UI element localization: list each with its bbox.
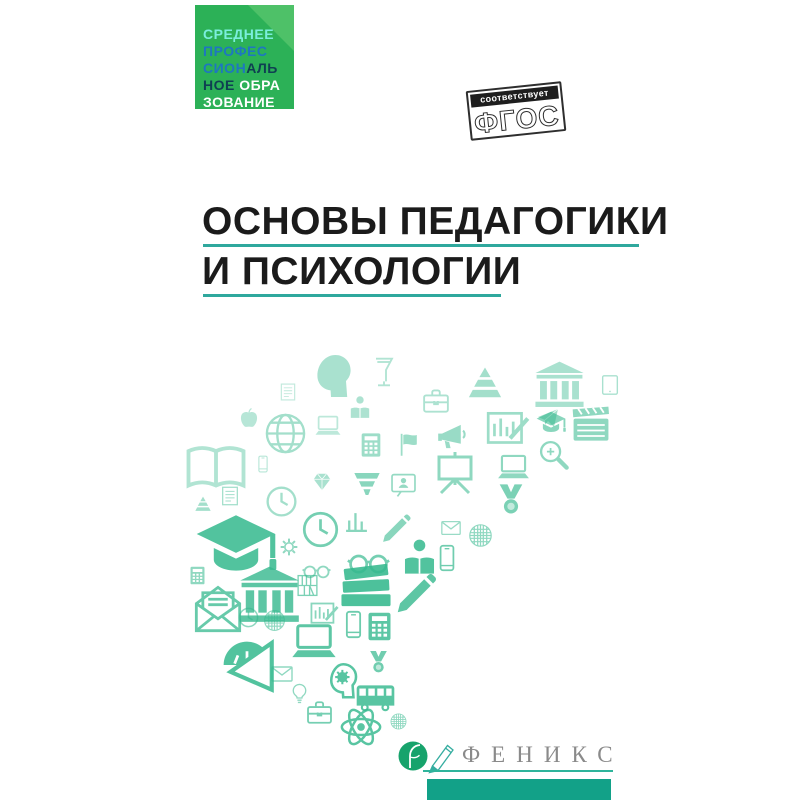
person-reading-icon: [405, 540, 434, 574]
head-gear-icon: [331, 664, 356, 697]
footer-color-bar: [427, 779, 611, 800]
phone-icon: [441, 546, 454, 571]
grid-globe-icon: [265, 611, 285, 631]
phone-icon: [347, 612, 360, 637]
pencil-icon: [383, 514, 410, 541]
chart-bars-icon: [346, 513, 367, 531]
book-title: [202, 200, 669, 300]
megaphone-icon: [438, 425, 464, 448]
envelope-open-icon: [196, 587, 239, 630]
grad-cap-icon: [197, 515, 277, 570]
grid-globe-icon: [470, 525, 491, 546]
badge-line-2: ПРОФЕС: [203, 43, 268, 59]
ruler-set-icon: [224, 642, 272, 690]
series-badge: [195, 5, 294, 109]
clock-icon: [239, 608, 257, 626]
envelope-icon: [272, 667, 292, 681]
phoenix-circle-icon: [399, 742, 428, 771]
note-icon: [223, 487, 238, 504]
series-badge-text: [203, 26, 280, 111]
funnel-icon: [354, 473, 379, 495]
pencil-logo-icon: [430, 746, 454, 773]
pencil-icon: [398, 574, 436, 612]
bus-icon: [357, 685, 395, 711]
title-line-2: И ПСИХОЛОГИИ: [202, 250, 522, 293]
glasses-icon: [348, 556, 389, 572]
globe-icon: [267, 415, 304, 452]
books-stack-icon: [341, 564, 390, 606]
note-icon: [281, 384, 294, 400]
bookshelf-icon: [298, 576, 317, 596]
magnifier-icon: [541, 442, 567, 468]
badge-line-3: СИОНАЛЬ: [203, 60, 278, 76]
medal-icon: [370, 651, 387, 672]
briefcase-icon: [308, 702, 331, 723]
laptop-icon: [316, 417, 341, 435]
chart-frame-icon: [488, 413, 528, 442]
grid-globe-icon: [391, 714, 406, 729]
apple-icon: [241, 409, 257, 427]
stamp-caption: соответствует: [470, 86, 559, 108]
book-open-icon: [189, 448, 244, 485]
head-icon: [317, 355, 350, 397]
clapper-icon: [573, 407, 609, 441]
glasses-icon: [303, 566, 331, 577]
flag-icon: [402, 434, 417, 456]
briefcase-icon: [424, 390, 448, 411]
publisher-name: ФЕНИКС: [462, 742, 624, 767]
plane-icon: [538, 409, 558, 427]
laptop-icon: [292, 626, 335, 657]
gear-icon: [281, 539, 298, 556]
phone-icon: [259, 456, 267, 472]
building-icon: [240, 567, 299, 622]
tablet-icon: [603, 376, 618, 394]
title-underline-2: [203, 294, 501, 297]
badge-line-1: СРЕДНЕЕ: [203, 26, 275, 42]
phoenix-logo-mark: [396, 736, 460, 780]
calculator-icon: [362, 433, 381, 456]
calculator-icon: [191, 567, 205, 585]
fgos-stamp: [466, 81, 567, 141]
pyramid-icon: [195, 497, 210, 511]
laptop-icon: [498, 456, 529, 478]
calculator-icon: [369, 613, 391, 641]
badge-line-4: НОЕ ОБРА: [203, 77, 281, 93]
title-underline-1: [203, 244, 639, 247]
atom-icon: [342, 706, 380, 747]
envelope-icon: [442, 522, 460, 535]
easel-icon: [439, 452, 471, 493]
stamp-acronym: ФГОС: [472, 99, 561, 140]
building-icon: [535, 362, 583, 407]
wine-glass-icon: [376, 359, 392, 386]
chart-frame-icon: [311, 604, 337, 623]
title-line-1: ОСНОВЫ ПЕДАГОГИКИ: [202, 200, 669, 243]
cert-bubble-icon: [392, 475, 415, 497]
clock-icon: [268, 488, 296, 516]
grad-cap-icon: [537, 412, 566, 432]
clock-icon: [304, 513, 336, 545]
pyramid-icon: [469, 368, 501, 398]
bulb-icon: [293, 684, 306, 702]
crystal-icon: [314, 474, 331, 491]
publisher-underline: [423, 770, 613, 772]
medal-icon: [500, 484, 523, 513]
badge-line-5: ЗОВАНИЕ: [203, 94, 276, 110]
person-reading-icon: [351, 396, 369, 418]
